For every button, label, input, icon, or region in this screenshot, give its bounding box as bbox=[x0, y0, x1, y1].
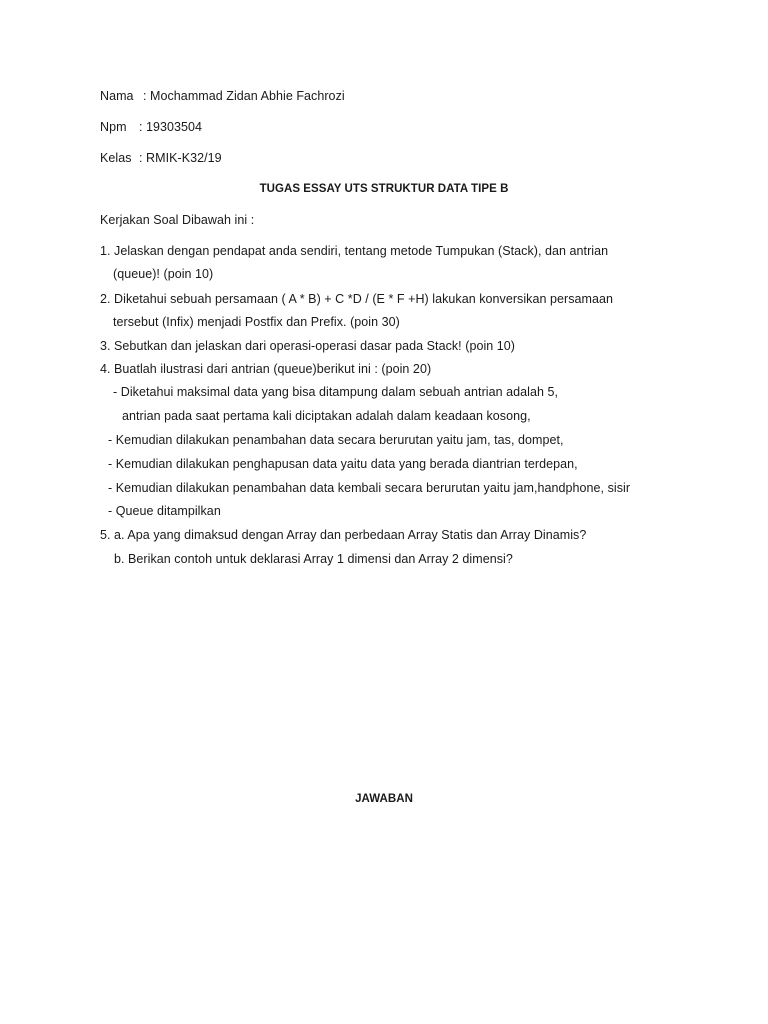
question-3: 3. Sebutkan dan jelaskan dari operasi-operasi dasar pada Stack! (poin 10) bbox=[100, 339, 516, 353]
question-4-bullet-1-line-2: antrian pada saat pertama kali diciptakan adalah dalam keadaan kosong, bbox=[122, 409, 531, 423]
instruction-text: Kerjakan Soal Dibawah ini : bbox=[100, 213, 255, 227]
answer-heading: JAWABAN bbox=[355, 793, 413, 805]
question-1-line-2: (queue)! (poin 10) bbox=[113, 267, 214, 281]
question-4-bullet-1-line-1: - Diketahui maksimal data yang bisa ditampung dalam sebuah antrian adalah 5, bbox=[113, 385, 559, 399]
question-5a: 5. a. Apa yang dimaksud dengan Array dan perbedaan Array Statis dan Array Dinamis? bbox=[100, 528, 587, 542]
question-2-line-2: tersebut (Infix) menjadi Postfix dan Prefix. (poin 30) bbox=[113, 315, 400, 329]
question-4-bullet-2: - Kemudian dilakukan penambahan data secara berurutan yaitu jam, tas, dompet, bbox=[108, 433, 564, 447]
kelas-value: : RMIK-K32/19 bbox=[139, 151, 222, 165]
question-4-bullet-4: - Kemudian dilakukan penambahan data kembali secara berurutan yaitu jam,handphone, sisir bbox=[108, 481, 631, 495]
question-1-line-1: 1. Jelaskan dengan pendapat anda sendiri, tentang metode Tumpukan (Stack), dan antrian bbox=[100, 244, 609, 258]
npm-value: : 19303504 bbox=[139, 120, 203, 134]
kelas-row bbox=[100, 150, 222, 166]
question-5b: b. Berikan contoh untuk deklarasi Array 1 dimensi dan Array 2 dimensi? bbox=[114, 552, 513, 566]
npm-row bbox=[100, 119, 202, 135]
nama-label: Nama bbox=[100, 89, 134, 103]
npm-label: Npm bbox=[100, 120, 127, 134]
nama-row bbox=[100, 88, 345, 104]
question-4-bullet-5: - Queue ditampilkan bbox=[108, 504, 221, 518]
document-title: TUGAS ESSAY UTS STRUKTUR DATA TIPE B bbox=[259, 183, 509, 195]
question-4-line-1: 4. Buatlah ilustrasi dari antrian (queue)berikut ini : (poin 20) bbox=[100, 362, 432, 376]
nama-value: : Mochammad Zidan Abhie Fachrozi bbox=[143, 89, 345, 103]
question-4-bullet-3: - Kemudian dilakukan penghapusan data yaitu data yang berada diantrian terdepan, bbox=[108, 457, 578, 471]
kelas-label: Kelas bbox=[100, 151, 132, 165]
question-2-line-1: 2. Diketahui sebuah persamaan ( A * B) + C *D / (E * F +H) lakukan konversikan persamaan bbox=[100, 292, 613, 306]
